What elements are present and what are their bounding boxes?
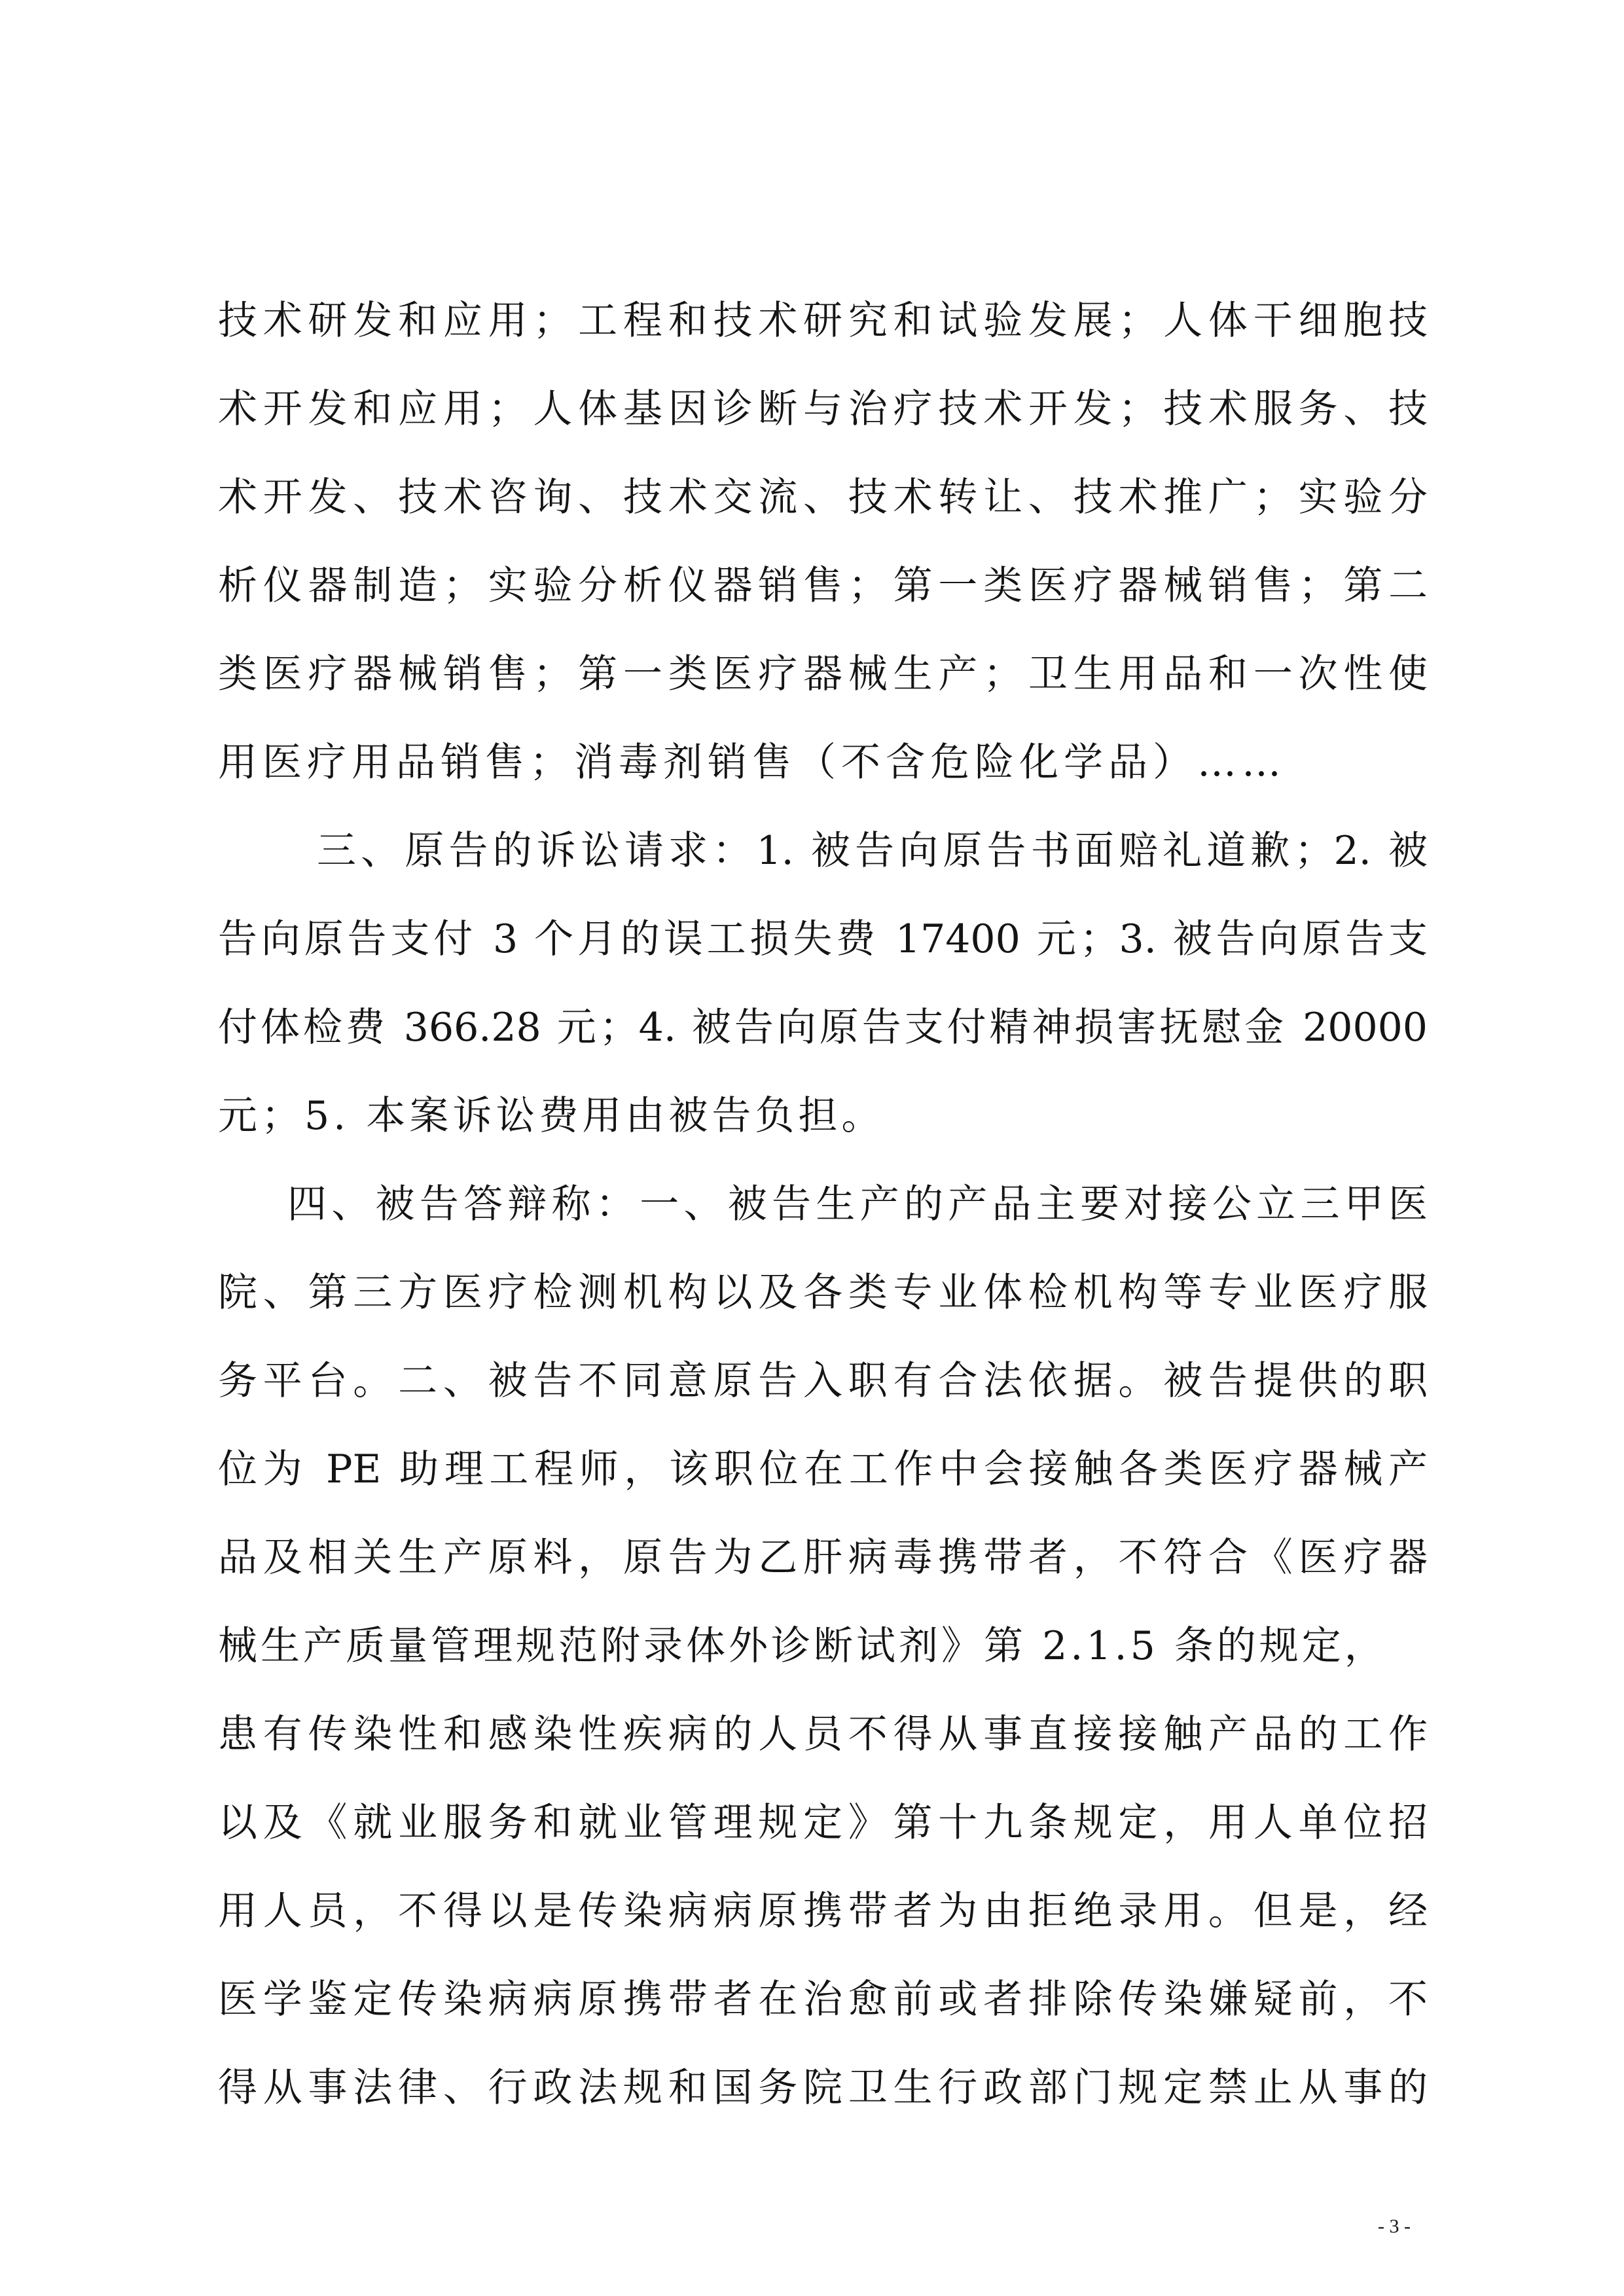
text-line: 技术研发和应用；工程和技术研究和试验发展；人体干细胞技 xyxy=(218,298,1428,344)
text-line: 类医疗器械销售；第一类医疗器械生产；卫生用品和一次性使 xyxy=(218,651,1428,697)
text-line: 术开发和应用；人体基因诊断与治疗技术开发；技术服务、技 xyxy=(218,386,1428,432)
text-line: 医学鉴定传染病病原携带者在治愈前或者排除传染嫌疑前，不 xyxy=(218,1977,1428,2022)
text-line: 位为 PE 助理工程师，该职位在工作中会接触各类医疗器械产 xyxy=(218,1446,1428,1492)
text-line: 以及《就业服务和就业管理规定》第十九条规定，用人单位招 xyxy=(218,1800,1428,1846)
paragraph-defendant-reply xyxy=(218,1160,1428,2132)
text-line: 付体检费 366.28 元；4. 被告向原告支付精神损害抚慰金 20000 xyxy=(218,1005,1428,1050)
text-line: 术开发、技术咨询、技术交流、技术转让、技术推广；实验分 xyxy=(218,475,1428,520)
text-line: 械生产质量管理规范附录体外诊断试剂》第 2.1.5 条的规定， xyxy=(218,1623,1387,1669)
page-number: - 3 - xyxy=(1378,2215,1411,2237)
text-line: 院、第三方医疗检测机构以及各类专业体检机构等专业医疗服 xyxy=(218,1270,1428,1316)
text-line: 用医疗用品销售；消毒剂销售（不含危险化学品）…… xyxy=(218,740,1286,785)
text-line: 四、被告答辩称：一、被告生产的产品主要对接公立三甲医 xyxy=(287,1181,1428,1227)
paragraph-plaintiff-claims xyxy=(218,807,1428,1160)
text-line: 告向原告支付 3 个月的误工损失费 17400 元；3. 被告向原告支 xyxy=(218,916,1428,962)
text-line: 品及相关生产原料，原告为乙肝病毒携带者，不符合《医疗器 xyxy=(218,1535,1428,1581)
text-line: 得从事法律、行政法规和国务院卫生行政部门规定禁止从事的 xyxy=(218,2065,1428,2111)
paragraph-business-scope xyxy=(218,277,1428,807)
text-line: 患有传染性和感染性疾病的人员不得从事直接接触产品的工作 xyxy=(218,1712,1428,1757)
text-line: 务平台。二、被告不同意原告入职有合法依据。被告提供的职 xyxy=(218,1358,1428,1404)
text-line: 析仪器制造；实验分析仪器销售；第一类医疗器械销售；第二 xyxy=(218,563,1428,609)
text-line: 用人员，不得以是传染病病原携带者为由拒绝录用。但是，经 xyxy=(218,1888,1428,1934)
text-line: 元；5. 本案诉讼费用由被告负担。 xyxy=(218,1093,885,1139)
document-body xyxy=(218,277,1428,2132)
text-line: 三、原告的诉讼请求：1. 被告向原告书面赔礼道歉；2. 被 xyxy=(317,828,1428,874)
